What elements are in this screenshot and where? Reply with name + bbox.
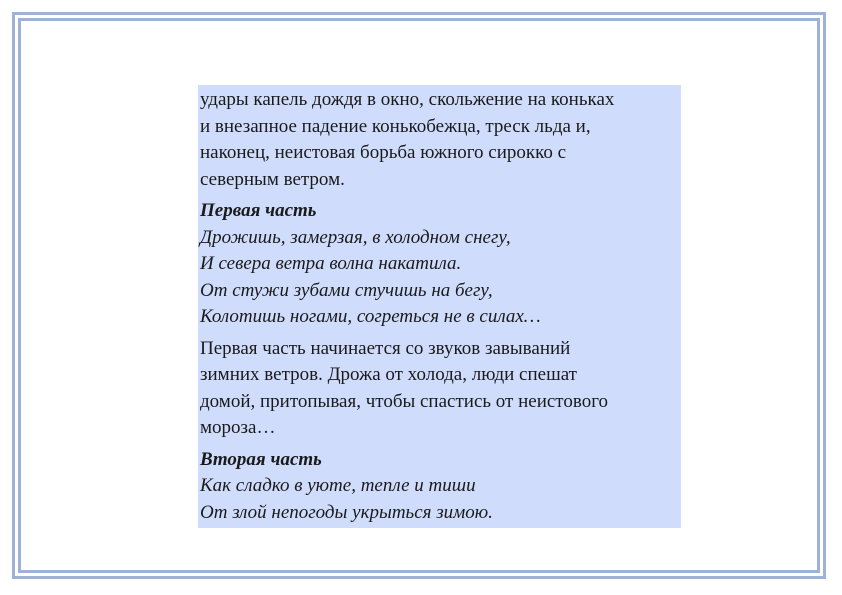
verse-line: И севера ветра волна накатила. bbox=[200, 253, 462, 274]
verse-line: От стужи зубами стучишь на бегу, bbox=[200, 279, 493, 301]
paragraph-intro bbox=[200, 87, 681, 193]
slide-text-box bbox=[198, 85, 681, 528]
paragraph-part1-description bbox=[200, 336, 681, 442]
text-line: мороза… bbox=[200, 417, 276, 438]
part2-verse bbox=[200, 473, 681, 526]
text-line: северным ветром. bbox=[200, 168, 345, 190]
text-line: зимних ветров. Дрожа от холода, люди спешат bbox=[200, 364, 577, 385]
text-line: удары капель дождя в окно, скольжение на коньках bbox=[200, 89, 615, 110]
verse-line: Колотишь ногами, согреться не в силах… bbox=[200, 306, 541, 327]
part2-heading: Вторая часть bbox=[200, 448, 322, 470]
part1-verse bbox=[200, 225, 681, 331]
text-line: Первая часть начинается со звуков завываний bbox=[200, 337, 571, 359]
verse-line: Как сладко в уюте, тепле и тиши bbox=[200, 475, 476, 496]
verse-line: Дрожишь, замерзая, в холодном снегу, bbox=[200, 226, 511, 248]
part1-heading: Первая часть bbox=[200, 200, 317, 221]
text-line: наконец, неистовая борьба южного сирокко с bbox=[200, 142, 567, 163]
text-line: и внезапное падение конькобежца, треск льда и, bbox=[200, 115, 591, 137]
verse-line: От злой непогоды укрыться зимою. bbox=[200, 501, 493, 523]
text-line: домой, притопывая, чтобы спастись от неистового bbox=[200, 390, 609, 412]
